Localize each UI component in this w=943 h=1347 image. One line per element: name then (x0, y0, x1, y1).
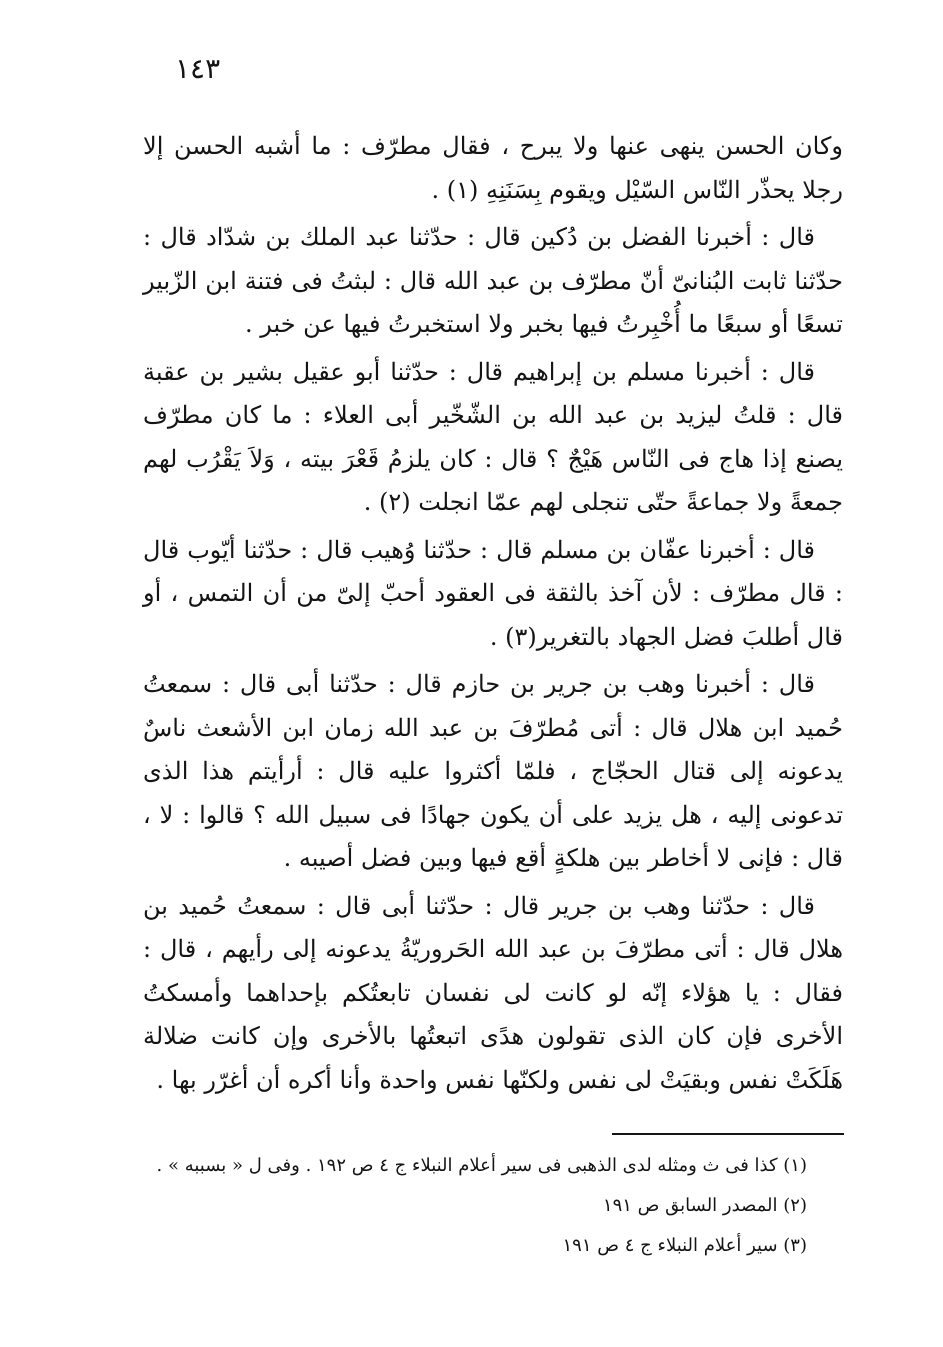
paragraph-3: قال : أخبرنا مسلم بن إبراهيم قال : حدّثنا أبو عقيل بشير بن عقبة قال : قلتُ ليزيد بن عبد الله بن الشّخّير أبى العلاء : ما كان مطرّف يصنع إذا هاج فى النّاس هَيْجٌ ؟ قال : كان يلزمُ قَعْرَ بيته ، وَلاَ يَقْرُب لهم جمعةً ولا جماعةً حتّى تنجلى لهم عمّا انجلت (٢) . (143, 357, 843, 516)
footnotes (143, 1146, 843, 1266)
paragraph-1: وكان الحسن ينهى عنها ولا يبرح ، فقال مطرّف : ما أشبه الحسن إلا رجلا يحذّر النّاس السّيْل ويقوم بِسَنَنِهِ (١) . (143, 132, 843, 204)
footnote-3: (٣) سير أعلام النبلاء ج ٤ ص ١٩١ (562, 1235, 807, 1256)
paragraph-6: قال : حدّثنا وهب بن جرير قال : حدّثنا أبى قال : سمعتُ حُميد بن هلال قال : أتى مطرّفَ بن عبد الله الحَروريّةُ يدعونه إلى رأيهم ، قال : فقال : يا هؤلاء إنّه لو كانت لى نفسان تابعتُكم بإحداهما وأمسكتُ الأخرى فإن كان الذى تقولون هدًى اتبعتُها بالأخرى وإن كانت ضلالة هَلَكَتْ نفس وبقيَتْ لى نفس ولكنّها نفس واحدة وأنا أكره أن أغرّر بها . (143, 891, 843, 1094)
page-number: ١٤٣ (175, 52, 221, 85)
paragraph-2: قال : أخبرنا الفضل بن دُكين قال : حدّثنا عبد الملك بن شدّاد قال : حدّثنا ثابت البُنانىّ أنّ مطرّف بن عبد الله قال : لبثتُ فى فتنة ابن الزّبير تسعًا أو سبعًا ما أُخْبِرتُ فيها بخبر ولا استخبرتُ فيها عن خبر . (143, 223, 843, 338)
footnote-2: (٢) المصدر السابق ص ١٩١ (602, 1195, 807, 1216)
footnote-divider (612, 1133, 844, 1135)
paragraph-4: قال : أخبرنا عفّان بن مسلم قال : حدّثنا وُهيب قال : حدّثنا أيّوب قال : قال مطرّف : لأن آخذ بالثقة فى العقود أحبّ إلىّ من أن التمس ، أو قال أطلبَ فضل الجهاد بالتغرير(٣) . (143, 535, 843, 651)
footnote-1: (١) كذا فى ث ومثله لدى الذهبى فى سير أعلام النبلاء ج ٤ ص ١٩٢ . وفى ل « بسببه » . (156, 1155, 807, 1176)
main-text (143, 125, 843, 1106)
paragraph-5: قال : أخبرنا وهب بن جرير بن حازم قال : حدّثنا أبى قال : سمعتُ حُميد ابن هلال قال : أتى مُطرّفَ بن عبد الله زمان ابن الأشعث ناسٌ يدعونه إلى قتال الحجّاج ، فلمّا أكثروا عليه قال : أرأيتم هذا الذى تدعونى إليه ، هل يزيد على أن يكون جهادًا فى سبيل الله ؟ قالوا : لا ، قال : فإنى لا أخاطر بين هلكةٍ أقع فيها وبين فضل أصيبه . (143, 670, 843, 872)
